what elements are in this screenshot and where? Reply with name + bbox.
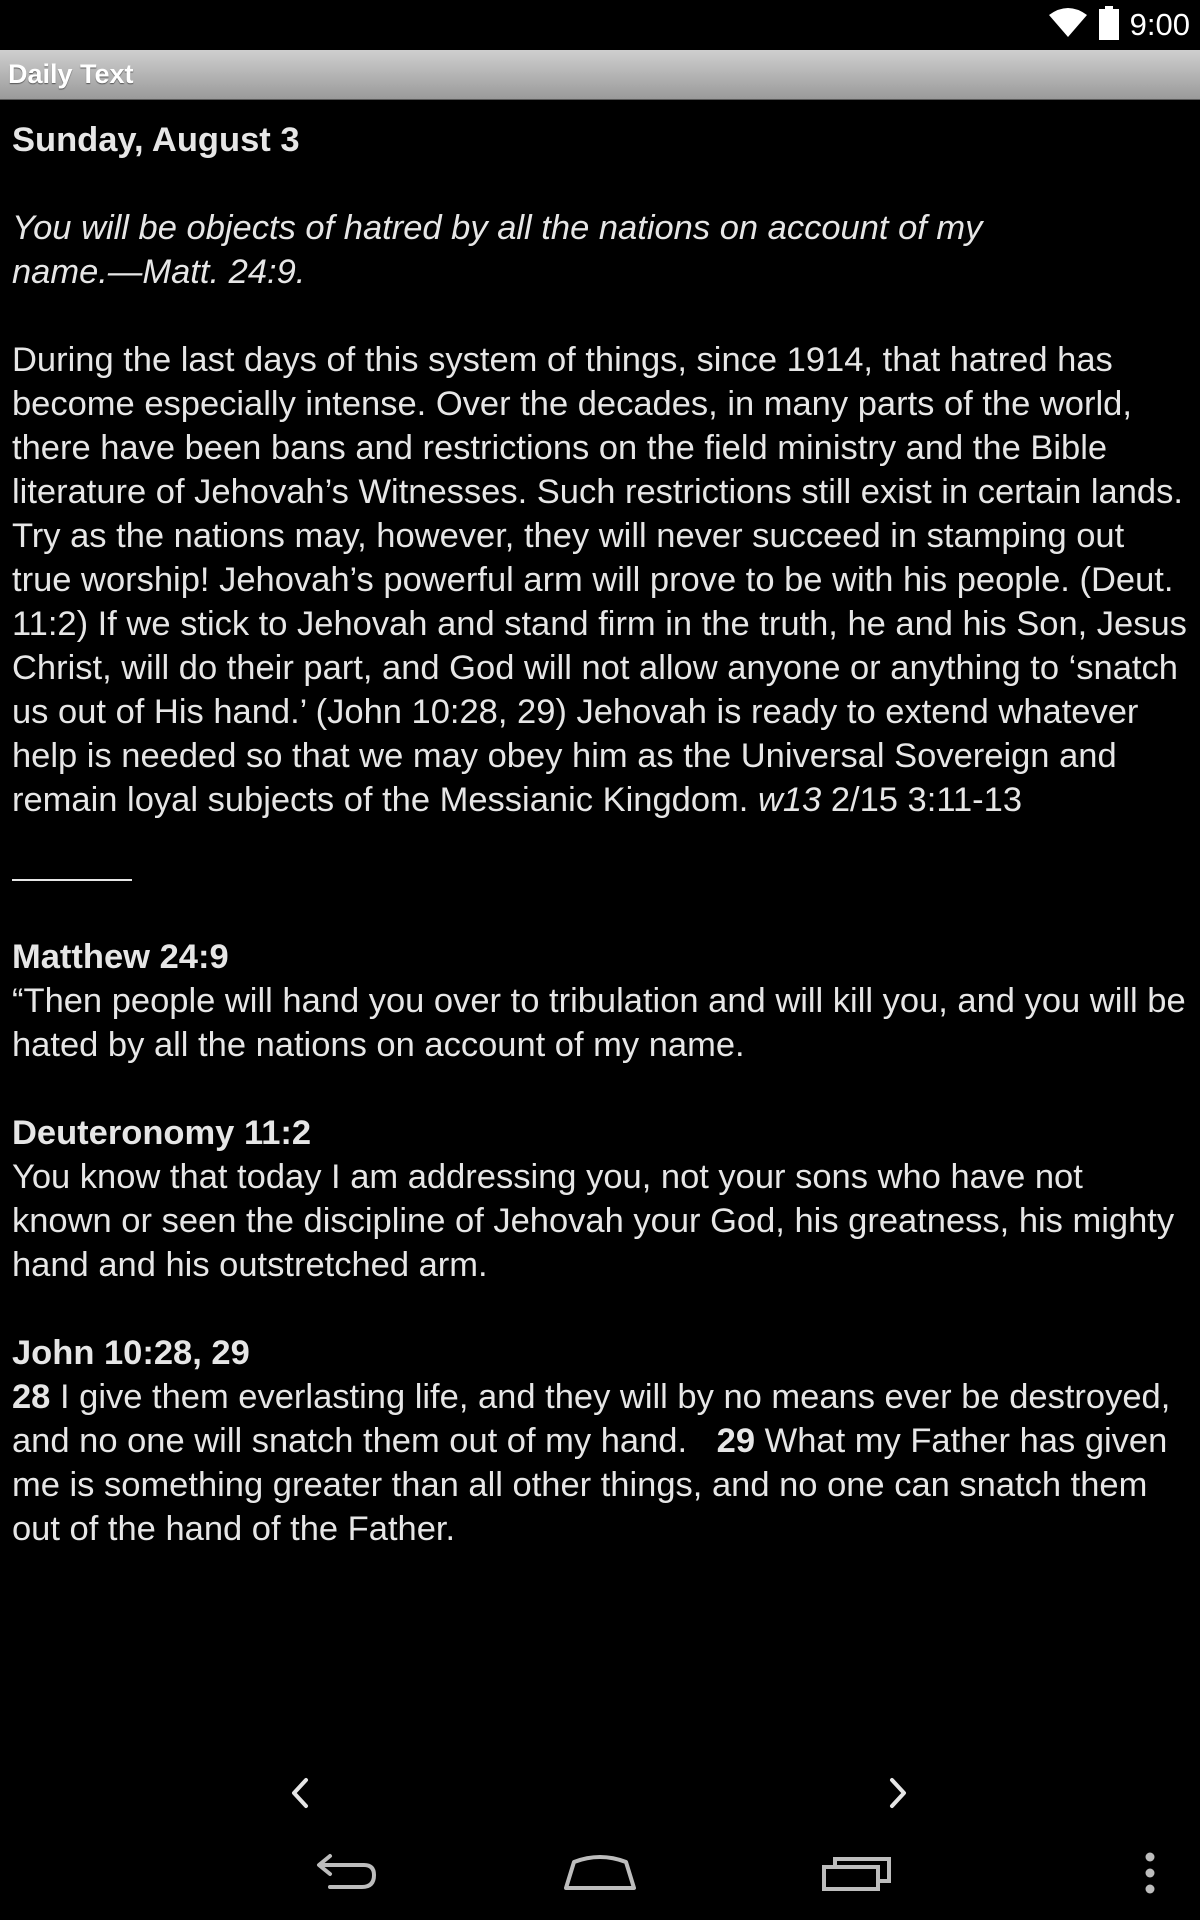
comment-body: During the last days of this system of things, since 1914, that hatred has become especially intense. Over the decades, in many parts of the world, there have been bans and restrictions on the field ministry and the Bible literature of Jehovah’s Witnesses. Such restrictions still exist in certain lands. Try as the nations may, however, they will never succeed in stamping out true worship! Jehovah’s powerful arm will prove to be with his people. (Deut. 11:2) If we stick to Jehovah and stand firm in the truth, he and his Son, Jesus Christ, will do their part, and God will not allow anyone or anything to ‘snatch us out of His hand.’ (John 10:28, 29) Jehovah is ready to extend whatever help is needed so that we may obey him as the Universal Sovereign and remain loyal subjects of the Messianic Kingdom. [12,341,1187,819]
source-publication: w13 [757,781,822,819]
wifi-icon [1048,7,1088,44]
status-bar [0,0,1200,50]
chevron-right-icon [886,1776,910,1815]
theme-line: You will be objects of hatred by all the nations on account of my [12,209,983,247]
scripture-reference: John 10:28, 29 [12,1334,250,1372]
battery-icon [1098,6,1120,45]
verse-text: What my Father has given me is something greater than all other things, and no one can snatch them out of the hand of the Father. [12,1422,1168,1548]
verse-number: 28 [12,1378,51,1416]
app-title: Daily Text [8,59,134,89]
daily-text-content[interactable] [12,118,1192,1551]
overflow-menu-icon [1144,1851,1156,1900]
chevron-left-icon [288,1776,312,1815]
day-pager [0,1770,1200,1820]
clock: 9:00 [1129,7,1190,42]
next-day-button[interactable] [868,1770,928,1820]
theme-scripture [12,206,1192,294]
theme-line: name.—Matt. 24:9. [12,253,306,291]
status-icons [1048,6,1190,44]
scripture-block [12,1111,1192,1287]
recent-apps-button[interactable] [802,1840,912,1910]
verse-text: I give them everlasting life, and they will by no means ever be destroyed, and no one will snatch them out of my hand. [12,1378,1171,1460]
divider [12,879,132,881]
source-reference: 2/15 3:11-13 [830,781,1023,819]
date-heading: Sunday, August 3 [12,121,300,159]
comment-paragraph [12,338,1192,822]
overflow-menu-button[interactable] [1120,1840,1180,1910]
scripture-text: You know that today I am addressing you, not your sons who have not known or seen the discipline of Jehovah your God, his greatness, his mighty hand and his outstretched arm. [12,1158,1175,1284]
recent-apps-icon [821,1853,893,1898]
scripture-block [12,935,1192,1067]
home-button[interactable] [545,1840,655,1910]
back-button[interactable] [288,1840,398,1910]
scripture-text: “Then people will hand you over to tribulation and will kill you, and you will be hated by all the nations on account of my name. [12,982,1186,1064]
scripture-text [12,1375,1192,1551]
back-icon [308,1853,378,1898]
app-title-bar [0,50,1200,100]
scripture-block [12,1331,1192,1551]
scripture-reference: Deuteronomy 11:2 [12,1114,312,1152]
system-nav-bar [0,1830,1200,1920]
previous-day-button[interactable] [270,1770,330,1820]
verse-number: 29 [716,1422,756,1460]
home-icon [562,1854,638,1897]
scripture-reference: Matthew 24:9 [12,938,229,976]
